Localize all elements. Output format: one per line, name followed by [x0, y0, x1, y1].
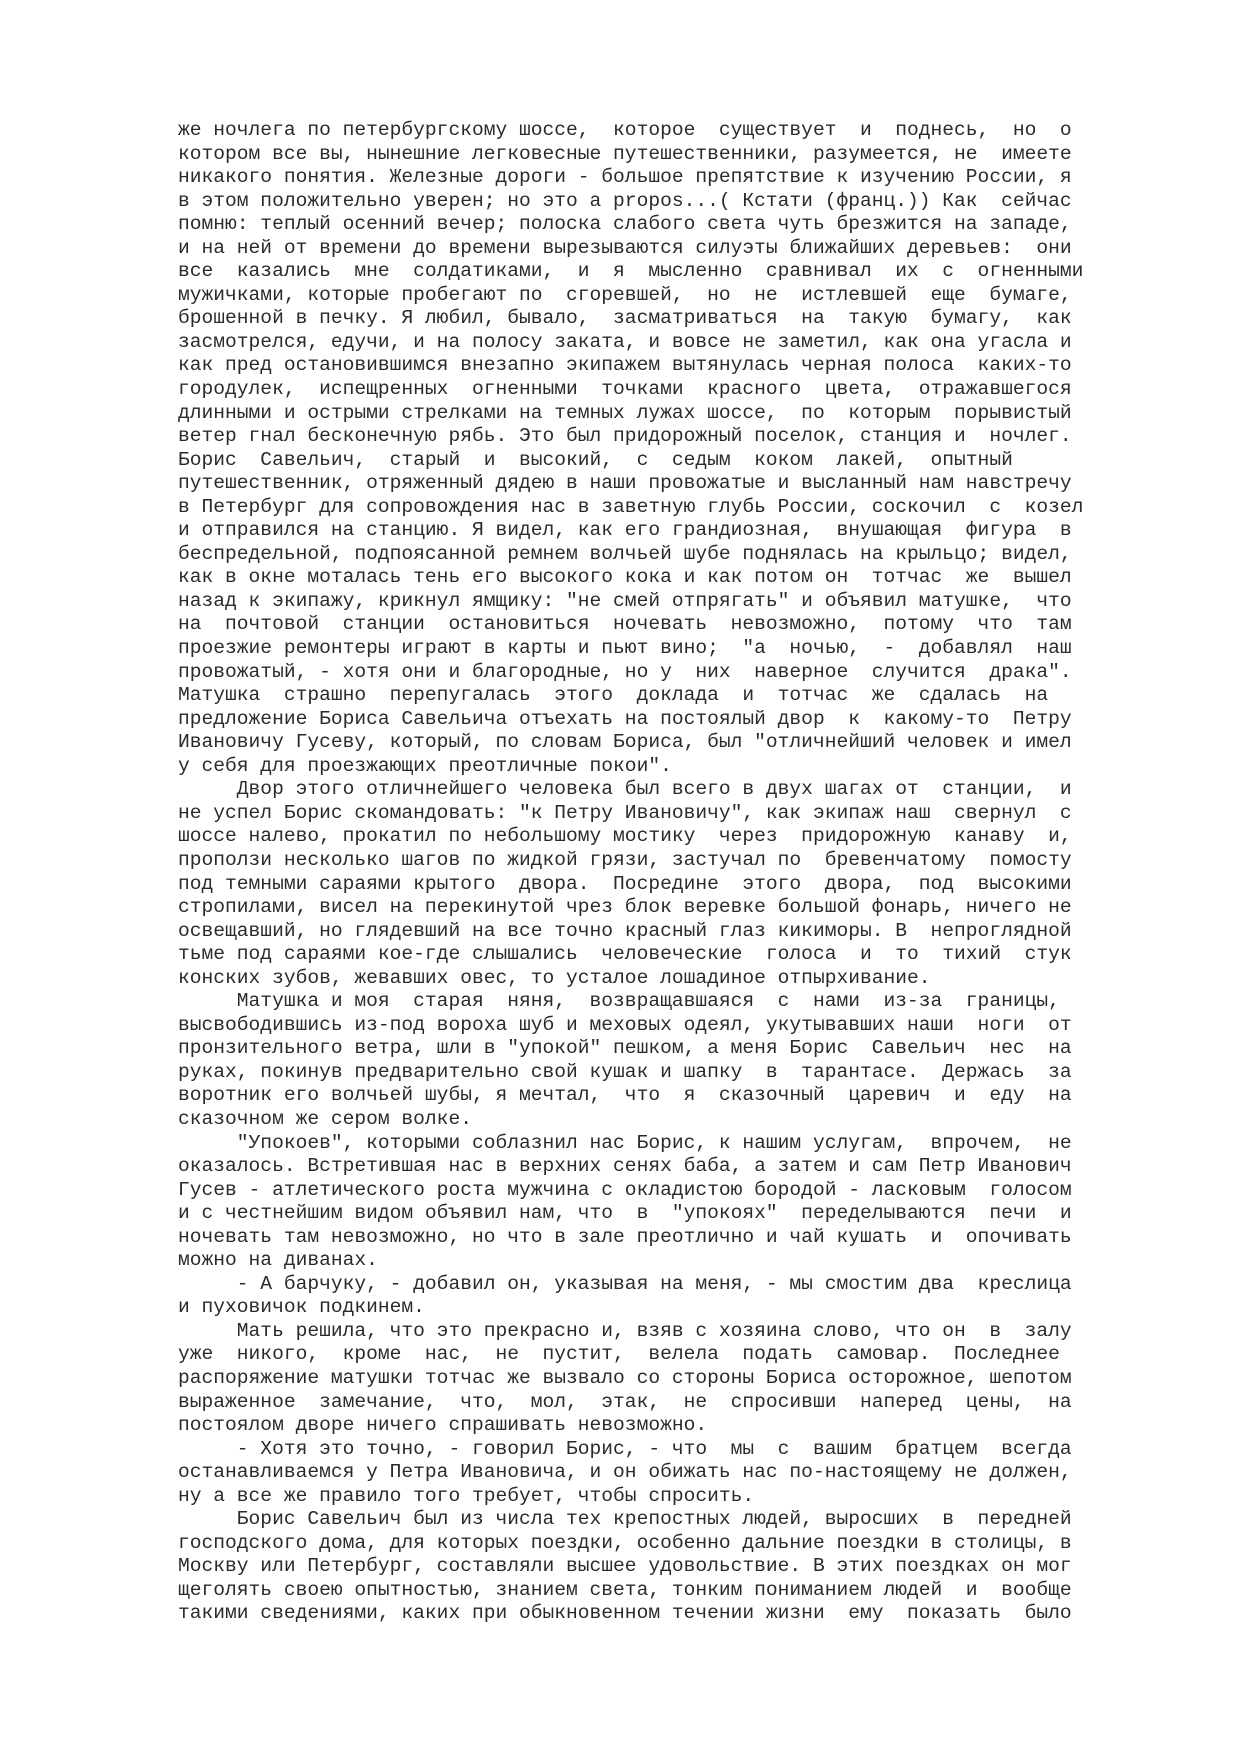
text-line: и пуховичок подкинем. [178, 1296, 425, 1319]
text-line: Ивановичу Гусеву, который, по словам Бориса, был "отличнейший человек и имел [178, 731, 1072, 754]
text-line: останавливаемся у Петра Ивановича, и он обижать нас по-настоящему не должен, [178, 1461, 1072, 1484]
text-line: сказочном же сером волке. [178, 1107, 472, 1130]
text-line: пронзительного ветра, шли в "упокой" пешком, а меня Борис Савельич нес на [178, 1037, 1072, 1060]
text-line: не успел Борис скомандовать: "к Петру Ивановичу", как экипаж наш свернул с [178, 801, 1072, 824]
text-line: руках, покинув предварительно свой кушак и шапку в тарантасе. Держась за [178, 1060, 1072, 1083]
text-line: тьме под сараями кое-где слышались человеческие голоса и то тихий стук [178, 943, 1072, 966]
text-line: Матушка и моя старая няня, возвращавшаяся с нами из-за границы, [178, 990, 1060, 1013]
text-line: шоссе налево, прокатил по небольшому мостику через придорожную канаву и, [178, 825, 1072, 848]
text-line: провожатый, - хотя они и благородные, но у них наверное случится драка". [178, 660, 1072, 683]
text-line: ночевать там невозможно, но что в зале преотлично и чай кушать и опочивать [178, 1225, 1072, 1248]
text-line: уже никого, кроме нас, не пустит, велела подать самовар. Последнее [178, 1343, 1060, 1366]
text-line: постоялом дворе ничего спрашивать невозможно. [178, 1414, 708, 1437]
text-line: никакого понятия. Железные дороги - большое препятствие к изучению России, я [178, 166, 1072, 189]
text-line: проползи несколько шагов по жидкой грязи, застучал по бревенчатому помосту [178, 848, 1072, 871]
text-line: и на ней от времени до времени вырезываются силуэты ближайших деревьев: они [178, 236, 1072, 259]
body-text [178, 119, 1138, 1626]
text-line: такими сведениями, каких при обыкновенном течении жизни ему показать было [178, 1602, 1072, 1625]
text-line: назад к экипажу, крикнул ямщику: "не смей отпрягать" и объявил матушке, что [178, 589, 1072, 612]
text-line: "Упокоев", которыми соблазнил нас Борис, к нашим услугам, впрочем, не [178, 1131, 1072, 1154]
text-line: путешественник, отряженный дядею в наши провожатые и высланный нам навстречу [178, 472, 1072, 495]
text-line: засмотрелся, едучи, и на полосу заката, и вовсе не заметил, как она угасла и [178, 330, 1072, 353]
text-line: щеголять своею опытностью, знанием света, тонким пониманием людей и вообще [178, 1578, 1072, 1601]
text-line: у себя для проезжающих преотличные покои". [178, 754, 672, 777]
text-line: можно на диванах. [178, 1249, 378, 1272]
text-line: все казались мне солдатиками, и я мысленно сравнивал их с огненными [178, 260, 1084, 283]
text-line: распоряжение матушки тотчас же вызвало со стороны Бориса осторожное, шепотом [178, 1366, 1072, 1389]
text-line: и отправился на станцию. Я видел, как его грандиозная, внушающая фигура в [178, 519, 1072, 542]
text-line: ну а все же правило того требует, чтобы спросить. [178, 1484, 755, 1507]
text-line: как в окне моталась тень его высокого кока и как потом он тотчас же вышел [178, 566, 1072, 589]
text-line: же ночлега по петербургскому шоссе, которое существует и поднесь, но о [178, 119, 1072, 141]
text-line: оказалось. Встретившая нас в верхних сенях баба, а затем и сам Петр Иванович [178, 1155, 1072, 1178]
text-line: ветер гнал бесконечную рябь. Это был придорожный поселок, станция и ночлег. [178, 425, 1072, 448]
text-line: помню: теплый осенний вечер; полоска слабого света чуть брезжится на западе, [178, 213, 1072, 236]
text-line: как пред остановившимся внезапно экипажем вытянулась черная полоса каких-то [178, 354, 1072, 377]
text-line: - Хотя это точно, - говорил Борис, - что мы с вашим братцем всегда [178, 1437, 1072, 1460]
text-line: Матушка страшно перепугалась этого доклада и тотчас же сдалась на [178, 684, 1049, 707]
text-line: в Петербург для сопровождения нас в заветную глубь России, соскочил с козел [178, 495, 1084, 518]
text-line: брошенной в печку. Я любил, бывало, засматриваться на такую бумагу, как [178, 307, 1072, 330]
text-line: под темными сараями крытого двора. Посредине этого двора, под высокими [178, 872, 1072, 895]
text-line: воротник его волчьей шубы, я мечтал, что я сказочный царевич и еду на [178, 1084, 1072, 1107]
text-line: проезжие ремонтеры играют в карты и пьют вино; "а ночью, - добавлял наш [178, 637, 1072, 660]
text-line: Борис Савельич был из числа тех крепостных людей, выросших в передней [178, 1508, 1072, 1531]
text-line: Гусев - атлетического роста мужчина с окладистою бородой - ласковым голосом [178, 1178, 1072, 1201]
text-line: котором все вы, нынешние легковесные путешественники, разумеется, не имеете [178, 142, 1072, 165]
text-line: Мать решила, что это прекрасно и, взяв с хозяина слово, что он в залу [178, 1319, 1072, 1342]
text-line: господского дома, для которых поездки, особенно дальние поездки в столицы, в [178, 1531, 1072, 1554]
text-line: на почтовой станции остановиться ночевать невозможно, потому что там [178, 613, 1072, 636]
text-line: предложение Бориса Савельича отъехать на постоялый двор к какому-то Петру [178, 707, 1072, 730]
text-line: стропилами, висел на перекинутой чрез блок веревке большой фонарь, ничего не [178, 896, 1072, 919]
text-line: Двор этого отличнейшего человека был всего в двух шагах от станции, и [178, 778, 1072, 801]
text-line: Борис Савельич, старый и высокий, с седым коком лакей, опытный [178, 448, 1013, 471]
text-line: городулек, испещренных огненными точками красного цвета, отражавшегося [178, 378, 1072, 401]
text-line: выраженное замечание, что, мол, этак, не спросивши наперед цены, на [178, 1390, 1072, 1413]
text-line: конских зубов, жевавших овес, то усталое лошадиное отпырхивание. [178, 966, 931, 989]
text-line: и с честнейшим видом объявил нам, что в "упокоях" переделываются печи и [178, 1202, 1072, 1225]
text-line: высвободившись из-под вороха шуб и меховых одеял, укутывавших наши ноги от [178, 1013, 1072, 1036]
text-line: мужичками, которые пробегают по сгоревшей, но не истлевшей еще бумаге, [178, 283, 1072, 306]
text-line: в этом положительно уверен; но это a propos...( Кстати (франц.)) Как сейчас [178, 189, 1072, 212]
text-line: длинными и острыми стрелками на темных лужах шоссе, по которым порывистый [178, 401, 1072, 424]
text-line: - А барчуку, - добавил он, указывая на меня, - мы смостим два креслица [178, 1272, 1072, 1295]
text-line: освещавший, но глядевший на все точно красный глаз кикиморы. В непроглядной [178, 919, 1072, 942]
text-line: беспредельной, подпоясанной ремнем волчьей шубе поднялась на крыльцо; видел, [178, 542, 1072, 565]
text-line: Москву или Петербург, составляли высшее удовольствие. В этих поездках он мог [178, 1555, 1072, 1578]
